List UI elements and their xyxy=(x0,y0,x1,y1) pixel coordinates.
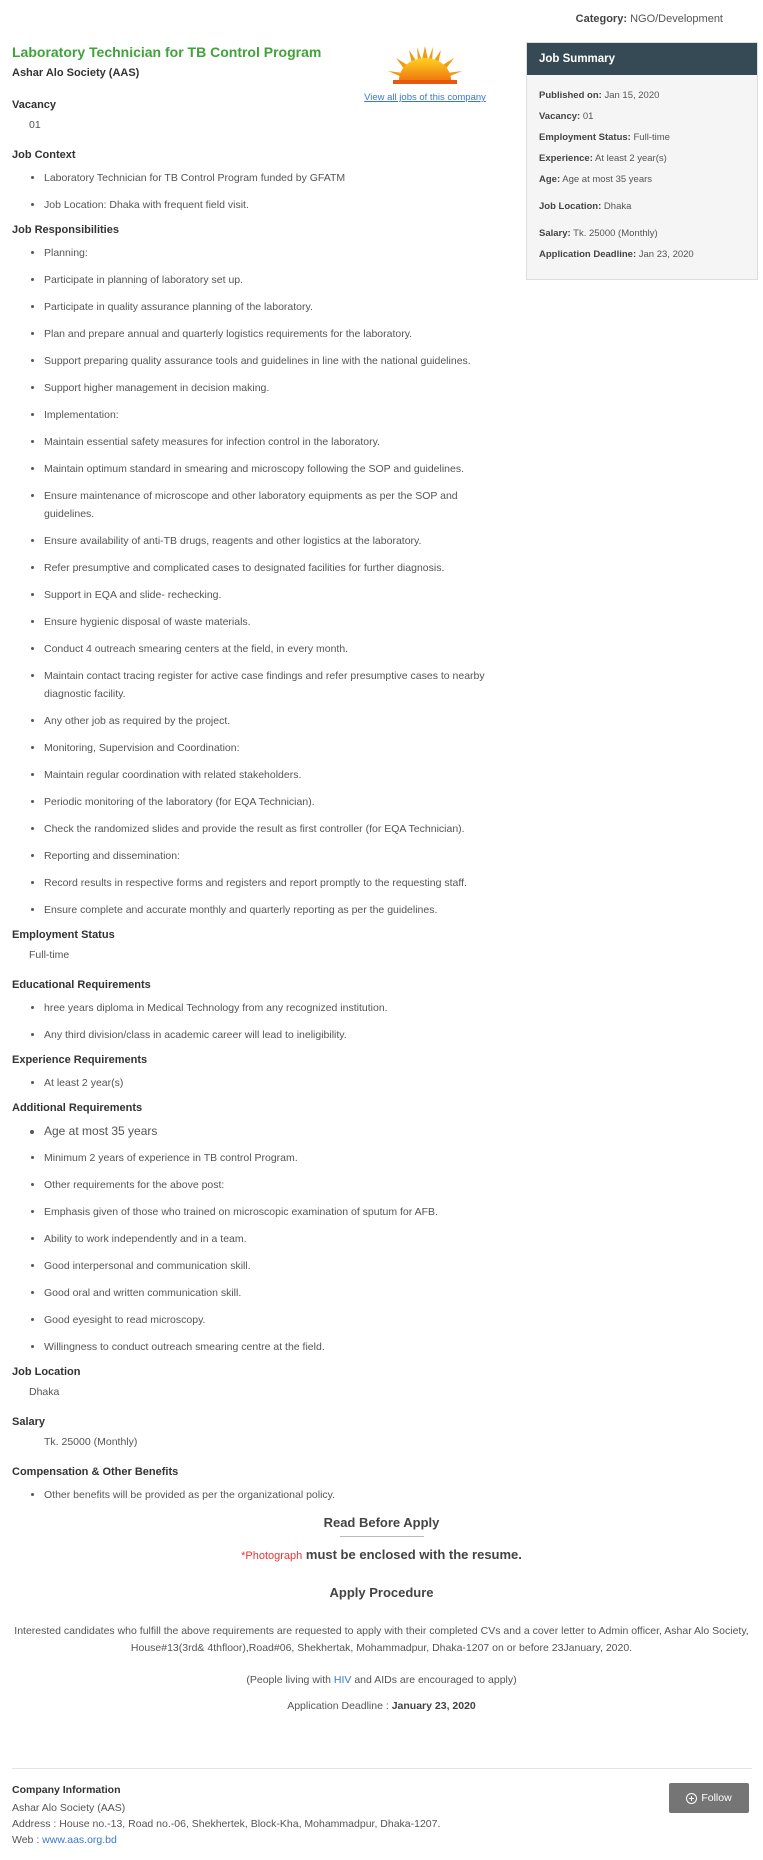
summary-row-value: 01 xyxy=(582,111,594,122)
list-item: • Conduct 4 outreach smearing centers at the field, in every month. xyxy=(44,640,492,658)
additional-heading: Additional Requirements xyxy=(12,1102,143,1114)
experience-heading: Experience Requirements xyxy=(12,1054,148,1066)
summary-row-label: Salary: xyxy=(539,228,571,239)
summary-row xyxy=(539,227,745,240)
list-item: • Good oral and written communication skill. xyxy=(44,1284,492,1302)
list-item: • Maintain contact tracing register for active case findings and refer presumptive cases to nearby diagnostic facility. xyxy=(44,667,492,703)
compensation-heading: Compensation & Other Benefits xyxy=(12,1466,179,1478)
list-item: • Refer presumptive and complicated cases to designated facilities for further diagnosis. xyxy=(44,559,492,577)
follow-button[interactable] xyxy=(669,1783,749,1813)
list-item: • Support in EQA and slide- rechecking. xyxy=(44,586,492,604)
list-item: • At least 2 year(s) xyxy=(44,1074,492,1092)
apply-procedure-text: Interested candidates who fulfill the above requirements are requested to apply with their completed CVs and a cover letter to Admin officer, Ashar Alo Society, House#13(3rd& 4thfloor),Road#06, Shekhertak, Mohammadpur, Dhaka-1207 on or before 23January, 2020. xyxy=(14,1625,749,1654)
summary-row-value: At least 2 year(s) xyxy=(595,153,667,164)
list-item: • Periodic monitoring of the laboratory (for EQA Technician). xyxy=(44,793,492,811)
list-item: • Job Location: Dhaka with frequent field visit. xyxy=(44,196,492,214)
list-item: • Ability to work independently and in a team. xyxy=(44,1230,492,1248)
vacancy-heading: Vacancy xyxy=(12,99,57,111)
list-item: • Willingness to conduct outreach smearing centre at the field. xyxy=(44,1338,492,1356)
view-all-jobs-link[interactable]: View all jobs of this company xyxy=(364,92,486,103)
list-item: • Ensure availability of anti-TB drugs, reagents and other logistics at the laboratory. xyxy=(44,532,492,550)
list-item: • Ensure hygienic disposal of waste materials. xyxy=(44,613,492,631)
application-deadline xyxy=(0,1700,763,1712)
list-item: • Good eyesight to read microscopy. xyxy=(44,1311,492,1329)
follow-label: Follow xyxy=(701,1792,732,1804)
list-item: • Other benefits will be provided as per the organizational policy. xyxy=(44,1486,492,1504)
list-item: • Maintain essential safety measures for infection control in the laboratory. xyxy=(44,433,492,451)
summary-row xyxy=(539,131,745,144)
vacancy-value: 01 xyxy=(29,119,41,131)
summary-row-value: Age at most 35 years xyxy=(562,174,653,185)
list-item: • Support preparing quality assurance tools and guidelines in line with the national guidelines. xyxy=(44,352,492,370)
summary-row-value: Jan 23, 2020 xyxy=(638,249,694,260)
list-item: • Laboratory Technician for TB Control Program funded by GFATM xyxy=(44,169,492,187)
education-heading: Educational Requirements xyxy=(12,979,151,991)
list-item: • Age at most 35 years xyxy=(44,1122,492,1140)
company-website-link[interactable]: www.aas.org.bd xyxy=(42,1834,117,1846)
list-item: • Good interpersonal and communication skill. xyxy=(44,1257,492,1275)
list-item: • Check the randomized slides and provide the result as first controller (for EQA Technician). xyxy=(44,820,492,838)
company-info-address: Address : House no.-13, Road no.-06, Shekhertek, Block-Kha, Mohammadpur, Dhaka-1207. xyxy=(12,1818,441,1830)
list-item: • Maintain optimum standard in smearing and microscopy following the SOP and guidelines. xyxy=(44,460,492,478)
summary-row xyxy=(539,173,745,186)
summary-row-label: Job Location: xyxy=(539,201,602,212)
list-item: • Emphasis given of those who trained on microscopic examination of sputum for AFB. xyxy=(44,1203,492,1221)
list-item: • Reporting and dissemination: xyxy=(44,847,492,865)
list-item: • Any other job as required by the project. xyxy=(44,712,492,730)
experience-list xyxy=(12,1074,492,1092)
list-item: • Any third division/class in academic career will lead to ineligibility. xyxy=(44,1026,492,1044)
list-item: • Participate in quality assurance planning of the laboratory. xyxy=(44,298,492,316)
footer-divider xyxy=(12,1768,752,1769)
job-summary-title: Job Summary xyxy=(527,43,757,75)
salary-heading: Salary xyxy=(12,1416,46,1428)
job-summary-body xyxy=(527,75,757,279)
photograph-label: *Photograph xyxy=(241,1550,303,1562)
list-item: • Plan and prepare annual and quarterly logistics requirements for the laboratory. xyxy=(44,325,492,343)
context-list xyxy=(12,169,492,214)
responsibilities-heading: Job Responsibilities xyxy=(12,224,119,236)
summary-row xyxy=(539,248,745,261)
salary-value: Tk. 25000 (Monthly) xyxy=(44,1436,138,1448)
list-item: • hree years diploma in Medical Technology from any recognized institution. xyxy=(44,999,492,1017)
summary-row xyxy=(539,200,745,213)
summary-row-value: Full-time xyxy=(633,132,670,143)
location-value: Dhaka xyxy=(29,1386,60,1398)
employment-value: Full-time xyxy=(29,949,70,961)
read-before-apply-heading: Read Before Apply xyxy=(323,1515,440,1530)
list-item: • Ensure maintenance of microscope and other laboratory equipments as per the SOP and guidelines. xyxy=(44,487,492,523)
job-details xyxy=(12,44,492,1513)
responsibilities-list xyxy=(12,244,492,919)
summary-row-value: Jan 15, 2020 xyxy=(604,90,660,101)
category-value[interactable]: NGO/Development xyxy=(630,13,723,25)
category-label: Category: xyxy=(575,13,627,25)
summary-row-label: Employment Status: xyxy=(539,132,631,143)
list-item: • Implementation: xyxy=(44,406,492,424)
summary-row xyxy=(539,110,745,123)
company-information xyxy=(12,1782,440,1848)
summary-row xyxy=(539,89,745,102)
list-item: • Record results in respective forms and registers and report promptly to the requesting staff. xyxy=(44,874,492,892)
list-item: • Other requirements for the above post: xyxy=(44,1176,492,1194)
company-info-web xyxy=(12,1832,440,1848)
summary-row-value: Tk. 25000 (Monthly) xyxy=(573,228,658,239)
list-item: • Participate in planning of laboratory set up. xyxy=(44,271,492,289)
context-heading: Job Context xyxy=(12,149,76,161)
list-item: • Maintain regular coordination with related stakeholders. xyxy=(44,766,492,784)
hiv-notice-pre: (People living with xyxy=(246,1674,334,1686)
company-info-name: Ashar Alo Society (AAS) xyxy=(12,1802,126,1814)
employment-heading: Employment Status xyxy=(12,929,115,941)
summary-row-label: Age: xyxy=(539,174,561,185)
photograph-notice-text: must be enclosed with the resume. xyxy=(305,1547,522,1562)
company-name: Ashar Alo Society (AAS) xyxy=(12,67,140,79)
category xyxy=(576,13,723,25)
additional-list xyxy=(12,1122,492,1356)
summary-row-label: Application Deadline: xyxy=(539,249,637,260)
summary-row-value: Dhaka xyxy=(603,201,632,212)
list-item: • Monitoring, Supervision and Coordination: xyxy=(44,739,492,757)
web-label: Web : xyxy=(12,1834,43,1846)
read-before-apply-divider xyxy=(340,1536,424,1537)
deadline-label: Application Deadline : xyxy=(287,1700,392,1712)
plus-circle-icon xyxy=(686,1793,697,1804)
summary-row xyxy=(539,152,745,165)
apply-procedure-heading: Apply Procedure xyxy=(329,1585,434,1600)
photograph-notice xyxy=(0,1547,763,1562)
summary-row-label: Published on: xyxy=(539,90,602,101)
hiv-notice-post: and AIDs are encouraged to apply) xyxy=(351,1674,517,1686)
list-item: • Support higher management in decision making. xyxy=(44,379,492,397)
hiv-notice xyxy=(0,1674,763,1686)
company-info-heading: Company Information xyxy=(12,1784,121,1796)
summary-row-label: Experience: xyxy=(539,153,593,164)
list-item: • Ensure complete and accurate monthly and quarterly reporting as per the guidelines. xyxy=(44,901,492,919)
education-list xyxy=(12,999,492,1044)
job-title: Laboratory Technician for TB Control Program xyxy=(12,44,322,60)
compensation-list xyxy=(12,1486,492,1504)
deadline-value: January 23, 2020 xyxy=(391,1700,476,1712)
job-summary-panel xyxy=(526,42,758,280)
list-item: • Minimum 2 years of experience in TB control Program. xyxy=(44,1149,492,1167)
summary-row-label: Vacancy: xyxy=(539,111,581,122)
hiv-link[interactable]: HIV xyxy=(333,1674,352,1686)
list-item: • Planning: xyxy=(44,244,492,262)
location-heading: Job Location xyxy=(12,1366,81,1378)
